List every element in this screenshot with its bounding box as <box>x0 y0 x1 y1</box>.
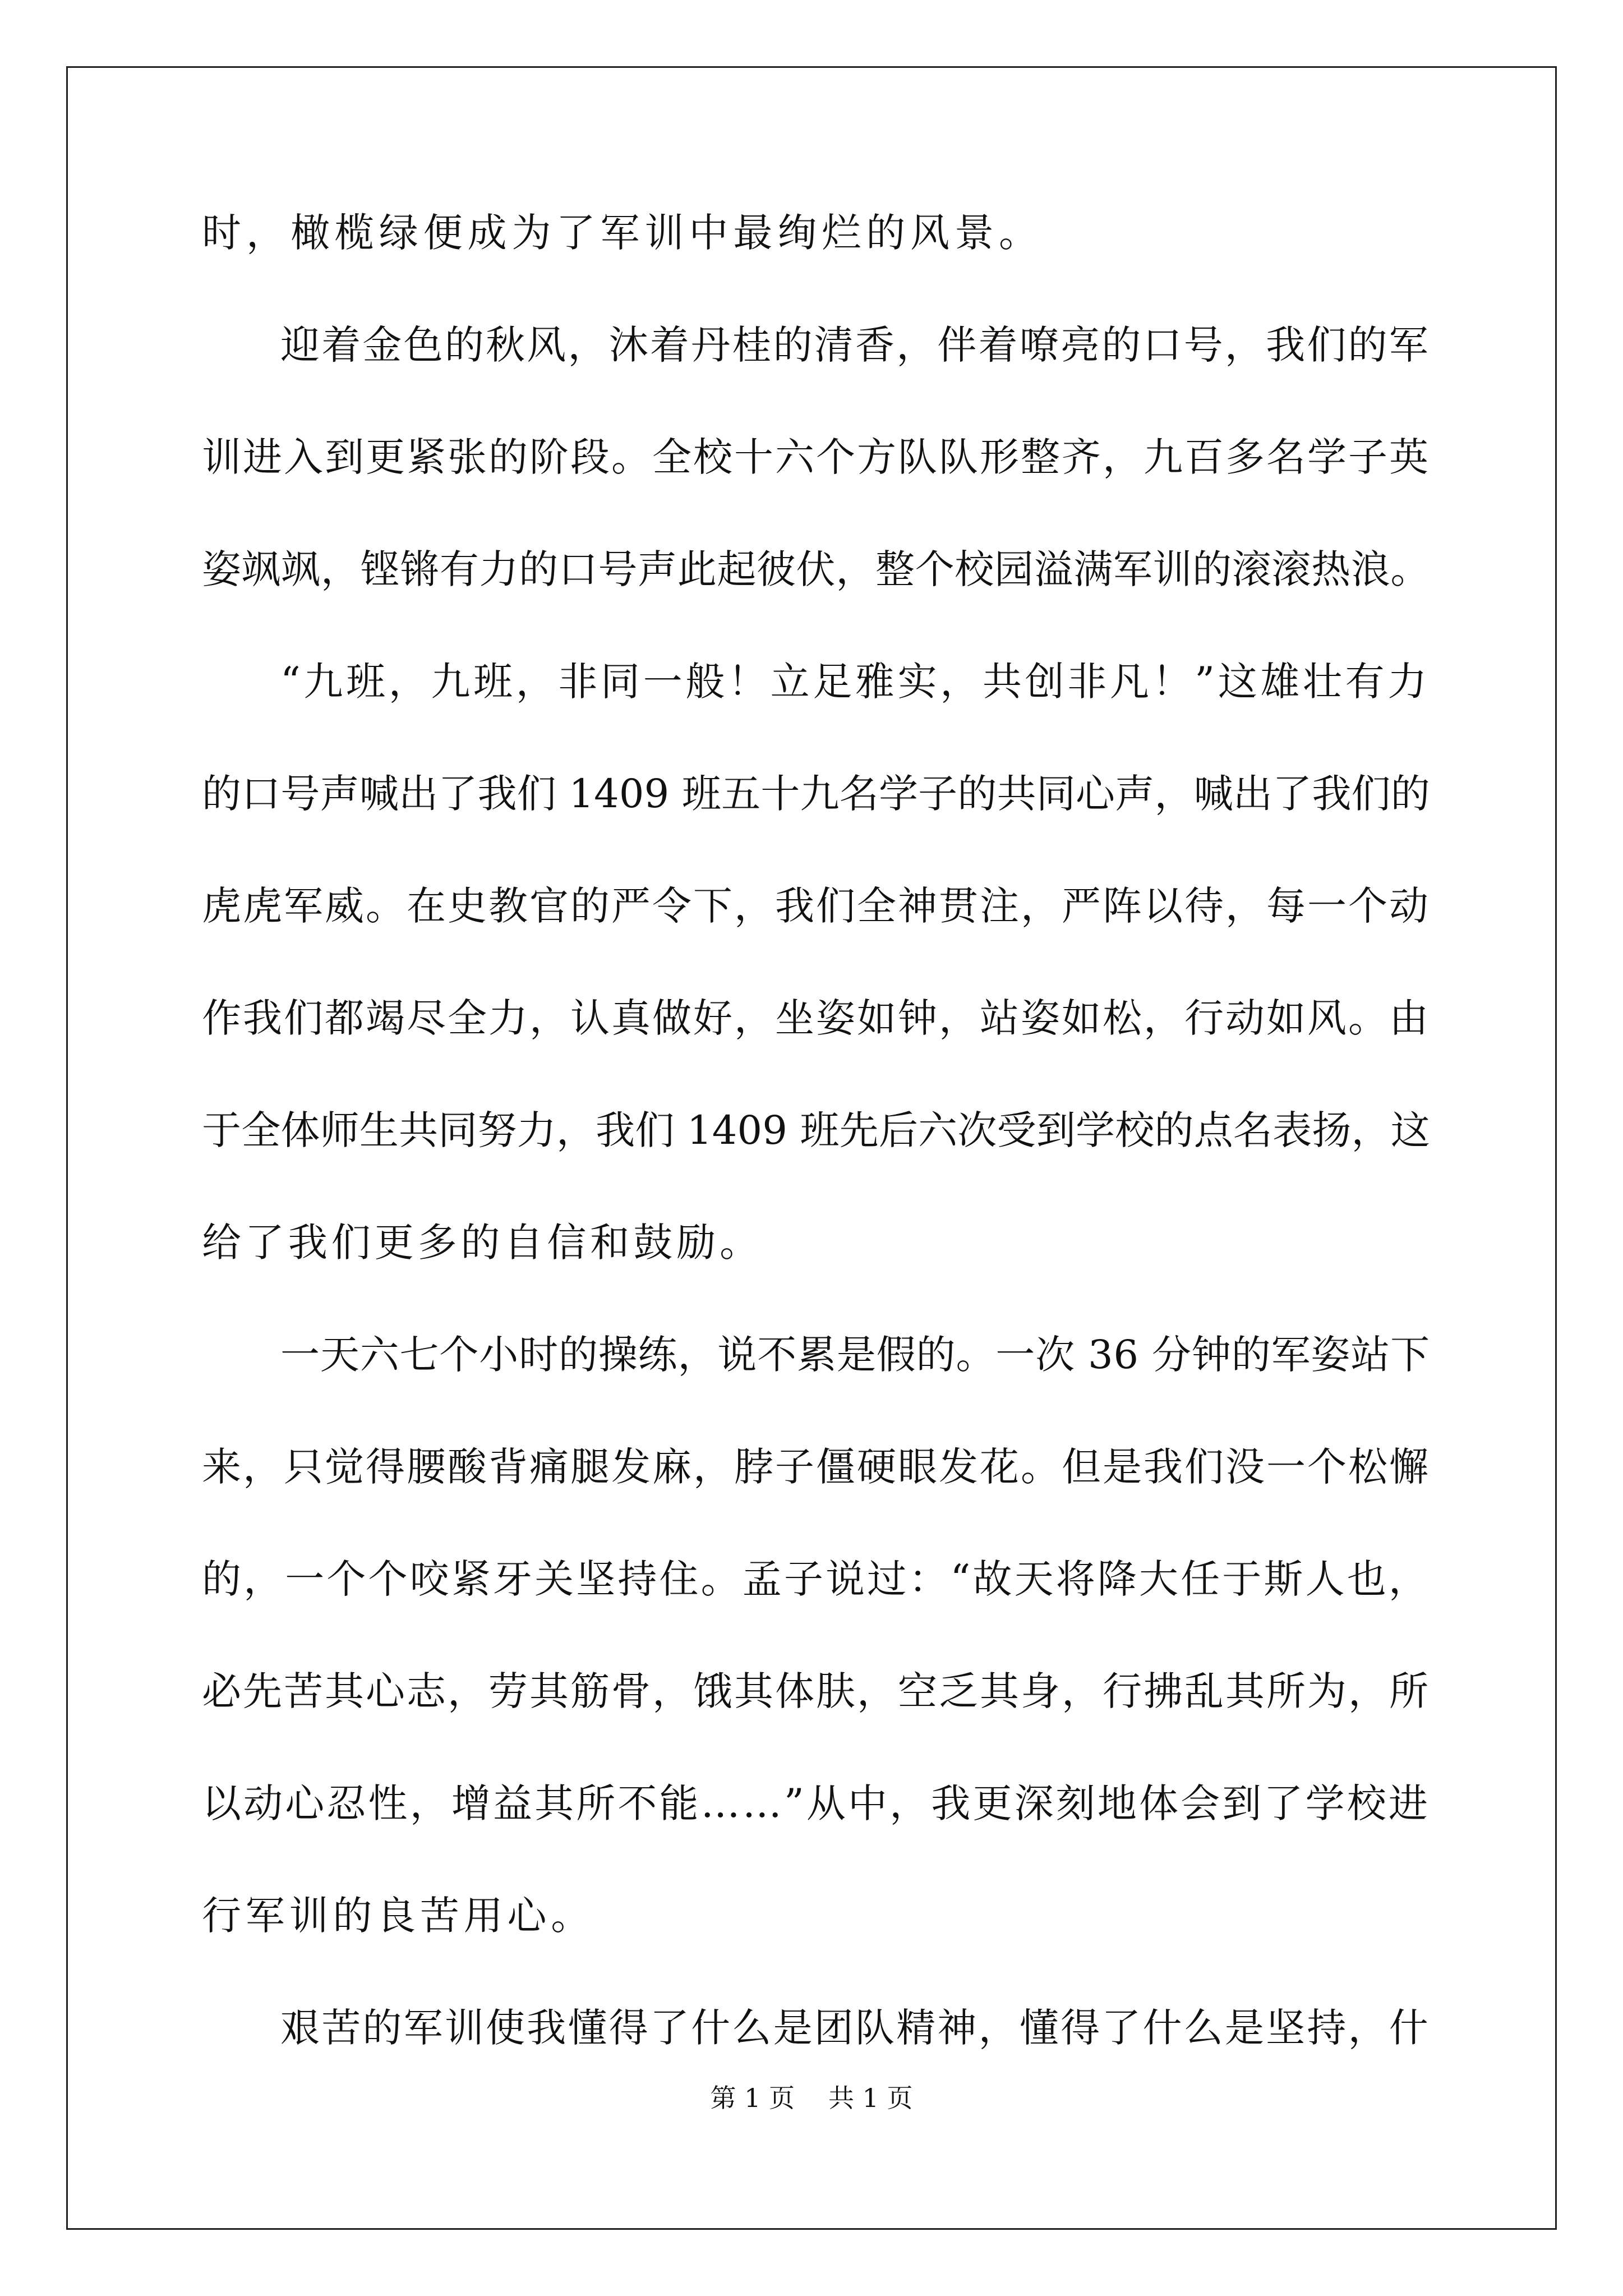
text-line: 给了我们更多的自信和鼓励。 <box>202 1220 763 1266</box>
text-line: 迎着金色的秋风，沐着丹桂的清香，伴着嘹亮的口号，我们的军 <box>280 322 1430 368</box>
page-total: 共 1 页 <box>828 2083 913 2113</box>
text-line: 以动心忍性，增益其所不能……”从中，我更深刻地体会到了学校进 <box>202 1780 1430 1826</box>
text-line: 来，只觉得腰酸背痛腿发麻，脖子僵硬眼发花。但是我们没一个松懈 <box>202 1444 1430 1490</box>
text-line: 的，一个个咬紧牙关坚持住。孟子说过：“故天将降大任于斯人也， <box>202 1556 1430 1602</box>
text-line: 姿飒飒，铿锵有力的口号声此起彼伏，整个校园溢满军训的滚滚热浪。 <box>202 546 1430 592</box>
text-line: 于全体师生共同努力，我们 1409 班先后六次受到学校的点名表扬，这 <box>202 1107 1430 1153</box>
text-line: “九班，九班，非同一般！立足雅实，共创非凡！”这雄壮有力 <box>280 659 1430 705</box>
text-line: 的口号声喊出了我们 1409 班五十九名学子的共同心声，喊出了我们的 <box>202 771 1430 817</box>
text-line: 必先苦其心志，劳其筋骨，饿其体肤，空乏其身，行拂乱其所为，所 <box>202 1668 1430 1714</box>
text-line: 时，橄榄绿便成为了军训中最绚烂的风景。 <box>202 210 1043 256</box>
text-line: 一天六七个小时的操练，说不累是假的。一次 36 分钟的军姿站下 <box>280 1332 1430 1378</box>
page-number: 第 1 页 <box>710 2083 795 2113</box>
text-line: 行军训的良苦用心。 <box>202 1893 594 1939</box>
text-line: 作我们都竭尽全力，认真做好，坐姿如钟，站姿如松，行动如风。由 <box>202 995 1430 1041</box>
text-line: 训进入到更紧张的阶段。全校十六个方队队形整齐，九百多名学子英 <box>202 434 1430 480</box>
text-line: 艰苦的军训使我懂得了什么是团队精神，懂得了什么是坚持，什 <box>280 2005 1430 2051</box>
text-line: 虎虎军威。在史教官的严令下，我们全神贯注，严阵以待，每一个动 <box>202 883 1430 929</box>
page-footer <box>0 2081 1623 2115</box>
